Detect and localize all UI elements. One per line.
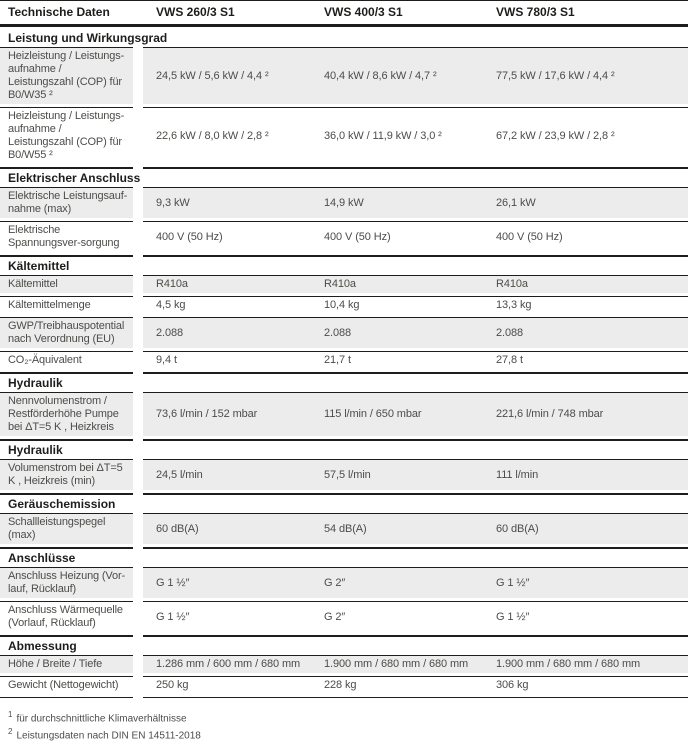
column-gutter (133, 188, 143, 222)
value-cell (483, 393, 688, 439)
value-text: 9,3 kW (143, 188, 311, 218)
column-gutter (133, 602, 143, 635)
table-row (0, 188, 688, 222)
row-label-cell (0, 276, 133, 297)
row-label-cell (0, 677, 133, 698)
value-cell (483, 352, 688, 372)
value-cell (143, 514, 311, 547)
table-header-title: Technische Daten (8, 5, 110, 19)
value-cell (483, 188, 688, 222)
table-header-row (0, 0, 688, 27)
value-cell (483, 48, 688, 108)
value-cell (143, 276, 311, 297)
footnote (8, 725, 688, 742)
footnote-marker: 1 (8, 710, 13, 719)
row-label: Nennvolumenstrom / Restförderhöhe Pumpe bei ΔT=5 K , Heizkreis (0, 393, 133, 436)
row-label: Schallleistungspegel (max) (0, 514, 133, 544)
value-cell (143, 656, 311, 677)
value-text: 1.900 mm / 680 mm / 680 mm (311, 656, 483, 673)
table-row (0, 297, 688, 318)
row-label-cell (0, 514, 133, 547)
value-text: 228 kg (324, 679, 357, 691)
section-title: Anschlüsse (8, 551, 76, 565)
section-title: Abmessung (8, 639, 77, 653)
section-title-row (0, 493, 688, 514)
table-section (0, 167, 688, 255)
table-row (0, 677, 688, 698)
value-cell (143, 568, 311, 602)
row-label: Volumenstrom bei ΔT=5 K , Heizkreis (min) (0, 460, 133, 490)
section-title: Geräuschemission (8, 497, 116, 511)
table-row (0, 108, 688, 167)
value-cell (483, 108, 688, 167)
table-row (0, 568, 688, 602)
row-label-cell (0, 297, 133, 318)
footnote-text: für durchschnittliche Klimaverhältnisse (16, 713, 187, 725)
row-label-cell (0, 108, 133, 167)
value-cell (311, 276, 483, 297)
row-label-cell (0, 222, 133, 255)
column-gutter (133, 318, 143, 352)
column-gutter (133, 677, 143, 698)
row-label-cell (0, 460, 133, 493)
row-label: Elektrische Leistungsauf-nahme (max) (0, 188, 133, 218)
table-section (0, 372, 688, 439)
value-cell (143, 602, 311, 635)
value-text: 77,5 kW / 17,6 kW / 4,4 ² (483, 48, 688, 104)
value-text: 67,2 kW / 23,9 kW / 2,8 ² (496, 129, 615, 142)
column-gutter (133, 276, 143, 297)
value-text: R410a (311, 276, 483, 293)
value-cell (143, 48, 311, 108)
row-label-cell (0, 393, 133, 439)
value-text: 40,4 kW / 8,6 kW / 4,7 ² (311, 48, 483, 104)
value-text: 2.088 (143, 318, 311, 348)
value-cell (483, 297, 688, 318)
row-label: Anschluss Wärmequelle (Vorlauf, Rücklauf) (8, 604, 123, 629)
section-title-row (0, 635, 688, 656)
value-cell (483, 276, 688, 297)
column-header-model-1: VWS 260/3 S1 (156, 5, 235, 19)
row-label: Höhe / Breite / Tiefe (0, 656, 133, 673)
value-text: G 1 ½″ (483, 568, 688, 598)
section-title: Hydraulik (8, 443, 63, 457)
section-title-row (0, 167, 688, 188)
table-row (0, 656, 688, 677)
column-gutter (133, 656, 143, 677)
row-label: Kältemittel (0, 276, 133, 293)
value-cell (311, 677, 483, 698)
row-label-cell (0, 656, 133, 677)
table-row (0, 48, 688, 108)
column-gutter (133, 460, 143, 493)
value-text: 221,6 l/min / 748 mbar (483, 393, 688, 436)
table-row (0, 318, 688, 352)
row-label: Heizleistung / Leistungs-aufnahme / Leistungszahl (COP) für B0/W55 ² (8, 110, 125, 161)
column-gutter (133, 393, 143, 439)
value-text: 60 dB(A) (483, 514, 688, 544)
value-text: 24,5 l/min (143, 460, 311, 490)
value-text: 1.900 mm / 680 mm / 680 mm (483, 656, 688, 673)
table-row (0, 276, 688, 297)
value-cell (311, 514, 483, 547)
table-section (0, 547, 688, 635)
value-cell (311, 602, 483, 635)
value-cell (143, 393, 311, 439)
value-text: 400 V (50 Hz) (156, 230, 223, 243)
row-label: Elektrische Spannungsver-sorgung (8, 224, 120, 249)
value-text: 306 kg (496, 679, 529, 691)
row-label-cell (0, 318, 133, 352)
value-cell (143, 222, 311, 255)
row-label-cell (0, 48, 133, 108)
value-cell (311, 352, 483, 372)
table-row (0, 222, 688, 255)
row-label: CO₂-Äquivalent (8, 354, 82, 366)
section-title-row (0, 372, 688, 393)
section-title-row (0, 547, 688, 568)
value-text: G 1 ½″ (143, 568, 311, 598)
value-text: 60 dB(A) (143, 514, 311, 544)
value-cell (143, 188, 311, 222)
value-text: 14,9 kW (311, 188, 483, 218)
table-section (0, 635, 688, 698)
value-cell (311, 393, 483, 439)
value-text: 4,5 kg (156, 299, 186, 311)
column-gutter (133, 568, 143, 602)
value-cell (143, 108, 311, 167)
footnotes (0, 708, 688, 743)
table-row (0, 514, 688, 547)
value-text: 21,7 t (324, 354, 351, 366)
value-text: G 1 ½″ (156, 610, 190, 623)
value-cell (483, 568, 688, 602)
value-cell (483, 318, 688, 352)
value-text: 400 V (50 Hz) (496, 230, 563, 243)
column-gutter (133, 48, 143, 108)
value-text: 54 dB(A) (311, 514, 483, 544)
value-text: 36,0 kW / 11,9 kW / 3,0 ² (324, 129, 442, 142)
value-text: 400 V (50 Hz) (324, 230, 391, 243)
section-title-row (0, 439, 688, 460)
value-text: 9,4 t (156, 354, 177, 366)
value-text: 250 kg (156, 679, 189, 691)
value-cell (311, 318, 483, 352)
footnote-marker: 2 (8, 727, 13, 737)
column-gutter (133, 352, 143, 372)
row-label: Gewicht (Nettogewicht) (8, 679, 119, 691)
table-section (0, 27, 688, 167)
section-title: Hydraulik (8, 376, 63, 390)
value-cell (483, 460, 688, 493)
value-text: 2.088 (311, 318, 483, 348)
footnote-text: Leistungsdaten nach DIN EN 14511-2018 (16, 730, 201, 742)
row-label-cell (0, 188, 133, 222)
column-gutter (133, 222, 143, 255)
value-text: R410a (143, 276, 311, 293)
value-text: 10,4 kg (324, 299, 360, 311)
value-text: 1.286 mm / 600 mm / 680 mm (143, 656, 311, 673)
value-text: 24,5 kW / 5,6 kW / 4,4 ² (143, 48, 311, 104)
value-cell (143, 297, 311, 318)
value-text: G 2″ (311, 568, 483, 598)
value-cell (483, 656, 688, 677)
value-cell (143, 352, 311, 372)
value-cell (311, 48, 483, 108)
column-header-model-3: VWS 780/3 S1 (496, 5, 575, 19)
row-label-cell (0, 602, 133, 635)
row-label: Kältemittelmenge (8, 299, 91, 311)
table-row (0, 393, 688, 439)
value-cell (311, 222, 483, 255)
table-row (0, 352, 688, 372)
value-text: 26,1 kW (483, 188, 688, 218)
value-text: G 2″ (324, 610, 346, 623)
value-cell (143, 318, 311, 352)
row-label-cell (0, 352, 133, 372)
table-section (0, 439, 688, 493)
section-title-row (0, 27, 688, 48)
value-text: 22,6 kW / 8,0 kW / 2,8 ² (156, 129, 269, 142)
row-label-cell (0, 568, 133, 602)
value-cell (311, 460, 483, 493)
value-text: R410a (483, 276, 688, 293)
value-cell (483, 677, 688, 698)
value-cell (311, 656, 483, 677)
value-text: 73,6 l/min / 152 mbar (143, 393, 311, 436)
value-text: G 1 ½″ (496, 610, 530, 623)
table-row (0, 602, 688, 635)
value-text: 115 l/min / 650 mbar (311, 393, 483, 436)
value-cell (143, 460, 311, 493)
table-body (0, 27, 688, 698)
section-title-row (0, 255, 688, 276)
column-gutter (133, 514, 143, 547)
value-cell (311, 188, 483, 222)
row-label: Heizleistung / Leistungs-aufnahme / Leistungszahl (COP) für B0/W35 ² (0, 48, 133, 104)
section-title: Elektrischer Anschluss (8, 171, 141, 185)
value-cell (483, 602, 688, 635)
row-label: GWP/Treibhauspotential nach Verordnung (EU) (0, 318, 133, 348)
value-cell (483, 514, 688, 547)
value-cell (311, 568, 483, 602)
table-section (0, 493, 688, 547)
value-cell (143, 677, 311, 698)
table-section (0, 255, 688, 372)
value-cell (483, 222, 688, 255)
value-text: 27,8 t (496, 354, 523, 366)
column-gutter (133, 108, 143, 167)
footnote (8, 708, 688, 725)
value-text: 13,3 kg (496, 299, 532, 311)
value-text: 111 l/min (483, 460, 688, 490)
row-label: Anschluss Heizung (Vor-lauf, Rücklauf) (0, 568, 133, 598)
section-title: Leistung und Wirkungsgrad (8, 31, 168, 45)
column-header-model-2: VWS 400/3 S1 (324, 5, 403, 19)
value-cell (311, 108, 483, 167)
value-text: 57,5 l/min (311, 460, 483, 490)
column-gutter (133, 297, 143, 318)
section-title: Kältemittel (8, 259, 70, 273)
value-text: 2.088 (483, 318, 688, 348)
table-row (0, 460, 688, 493)
value-cell (311, 297, 483, 318)
